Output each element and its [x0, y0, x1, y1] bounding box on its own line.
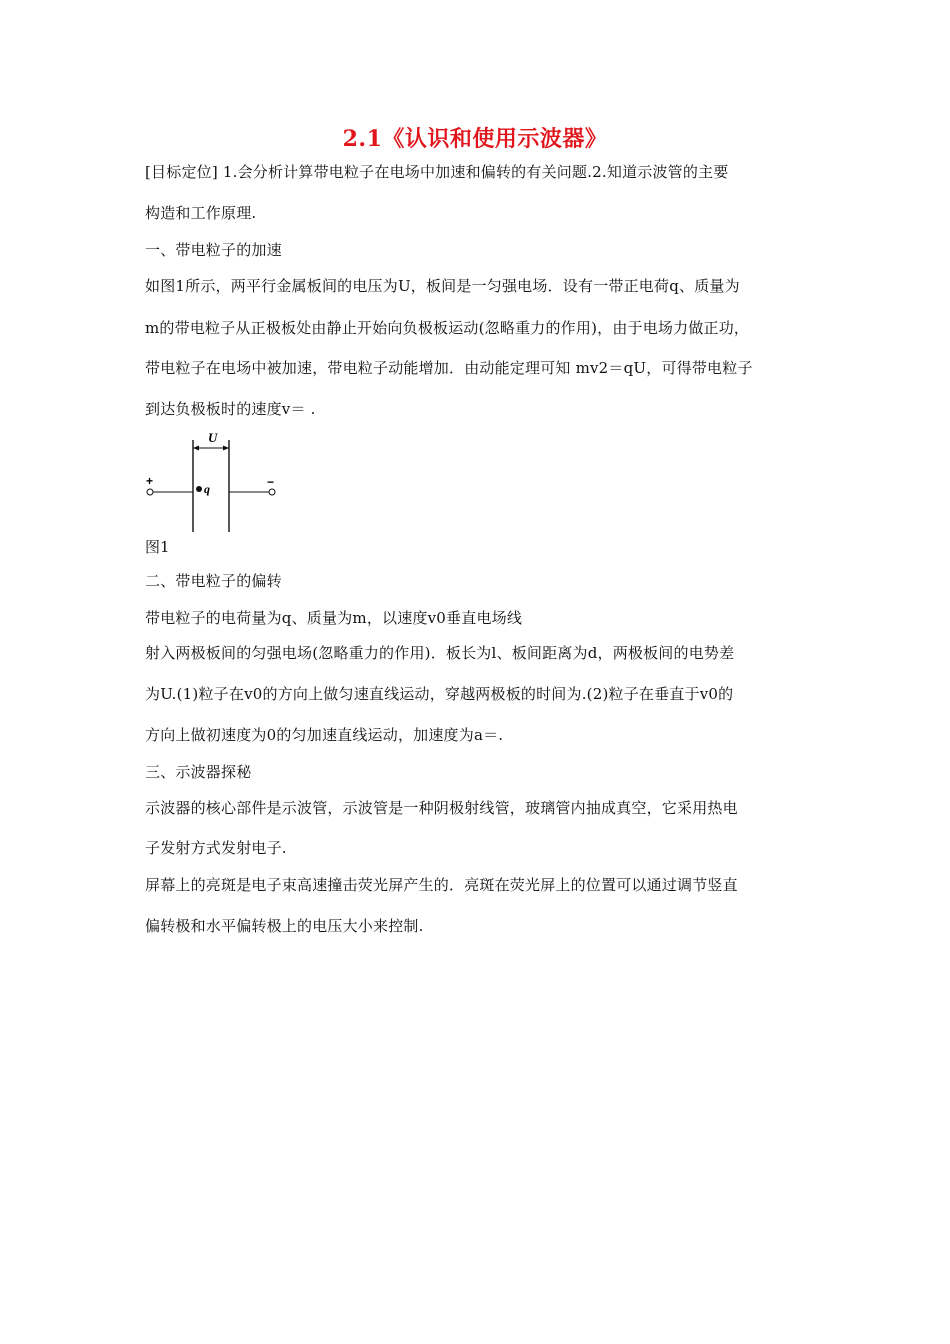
section-heading: 一、带电粒子的加速 — [145, 241, 282, 259]
plus-sign: + — [146, 474, 154, 488]
paragraph-line: 到达负极板时的速度v＝ . — [145, 400, 316, 418]
capacitor-figure — [140, 428, 290, 538]
section-heading: 三、示波器探秘 — [145, 763, 252, 781]
charge-dot — [196, 486, 202, 492]
arrow-left-icon — [193, 446, 199, 451]
paragraph-line: 屏幕上的亮斑是电子束高速撞击荧光屏产生的．亮斑在荧光屏上的位置可以通过调节竖直 — [145, 876, 738, 894]
paragraph-line: 带电粒子在电场中被加速，带电粒子动能增加．由动能定理可知 mv2＝qU，可得带电粒子 — [145, 359, 753, 377]
section-heading: 二、带电粒子的偏转 — [145, 572, 282, 590]
paragraph-line: 射入两极板间的匀强电场(忽略重力的作用)．板长为l、板间距离为d，两极板间的电势差 — [145, 644, 735, 662]
paragraph-line: 为U.(1)粒子在v0的方向上做匀速直线运动，穿越两极板的时间为.(2)粒子在垂直于v0的 — [145, 685, 734, 703]
arrow-right-icon — [223, 446, 229, 451]
paragraph-line: [目标定位] 1.会分析计算带电粒子在电场中加速和偏转的有关问题.2.知道示波管的主要 — [145, 163, 729, 181]
paragraph-line: 偏转极和水平偏转极上的电压大小来控制. — [145, 917, 424, 935]
paragraph-line: 构造和工作原理. — [145, 204, 257, 222]
figure-label-q: q — [204, 482, 210, 496]
paragraph-line: 带电粒子的电荷量为q、质量为m，以速度v0垂直电场线 — [145, 609, 523, 627]
paragraph-line: 如图1所示，两平行金属板间的电压为U，板间是一匀强电场．设有一带正电荷q、质量为 — [145, 277, 740, 295]
paragraph-line: m的带电粒子从正极板处由静止开始向负极板运动(忽略重力的作用)，由于电场力做正功， — [145, 319, 750, 337]
page-title: 2.1《认识和使用示波器》 — [342, 126, 608, 152]
figure-label-u: U — [208, 430, 218, 445]
right-terminal — [269, 489, 275, 495]
paragraph-line: 示波器的核心部件是示波管，示波管是一种阴极射线管，玻璃管内抽成真空，它采用热电 — [145, 799, 738, 817]
left-terminal — [147, 489, 153, 495]
minus-sign: − — [267, 475, 275, 489]
figure-caption: 图1 — [145, 538, 170, 556]
paragraph-line: 子发射方式发射电子. — [145, 839, 287, 857]
paragraph-line: 方向上做初速度为0的匀加速直线运动，加速度为a＝. — [145, 726, 504, 744]
